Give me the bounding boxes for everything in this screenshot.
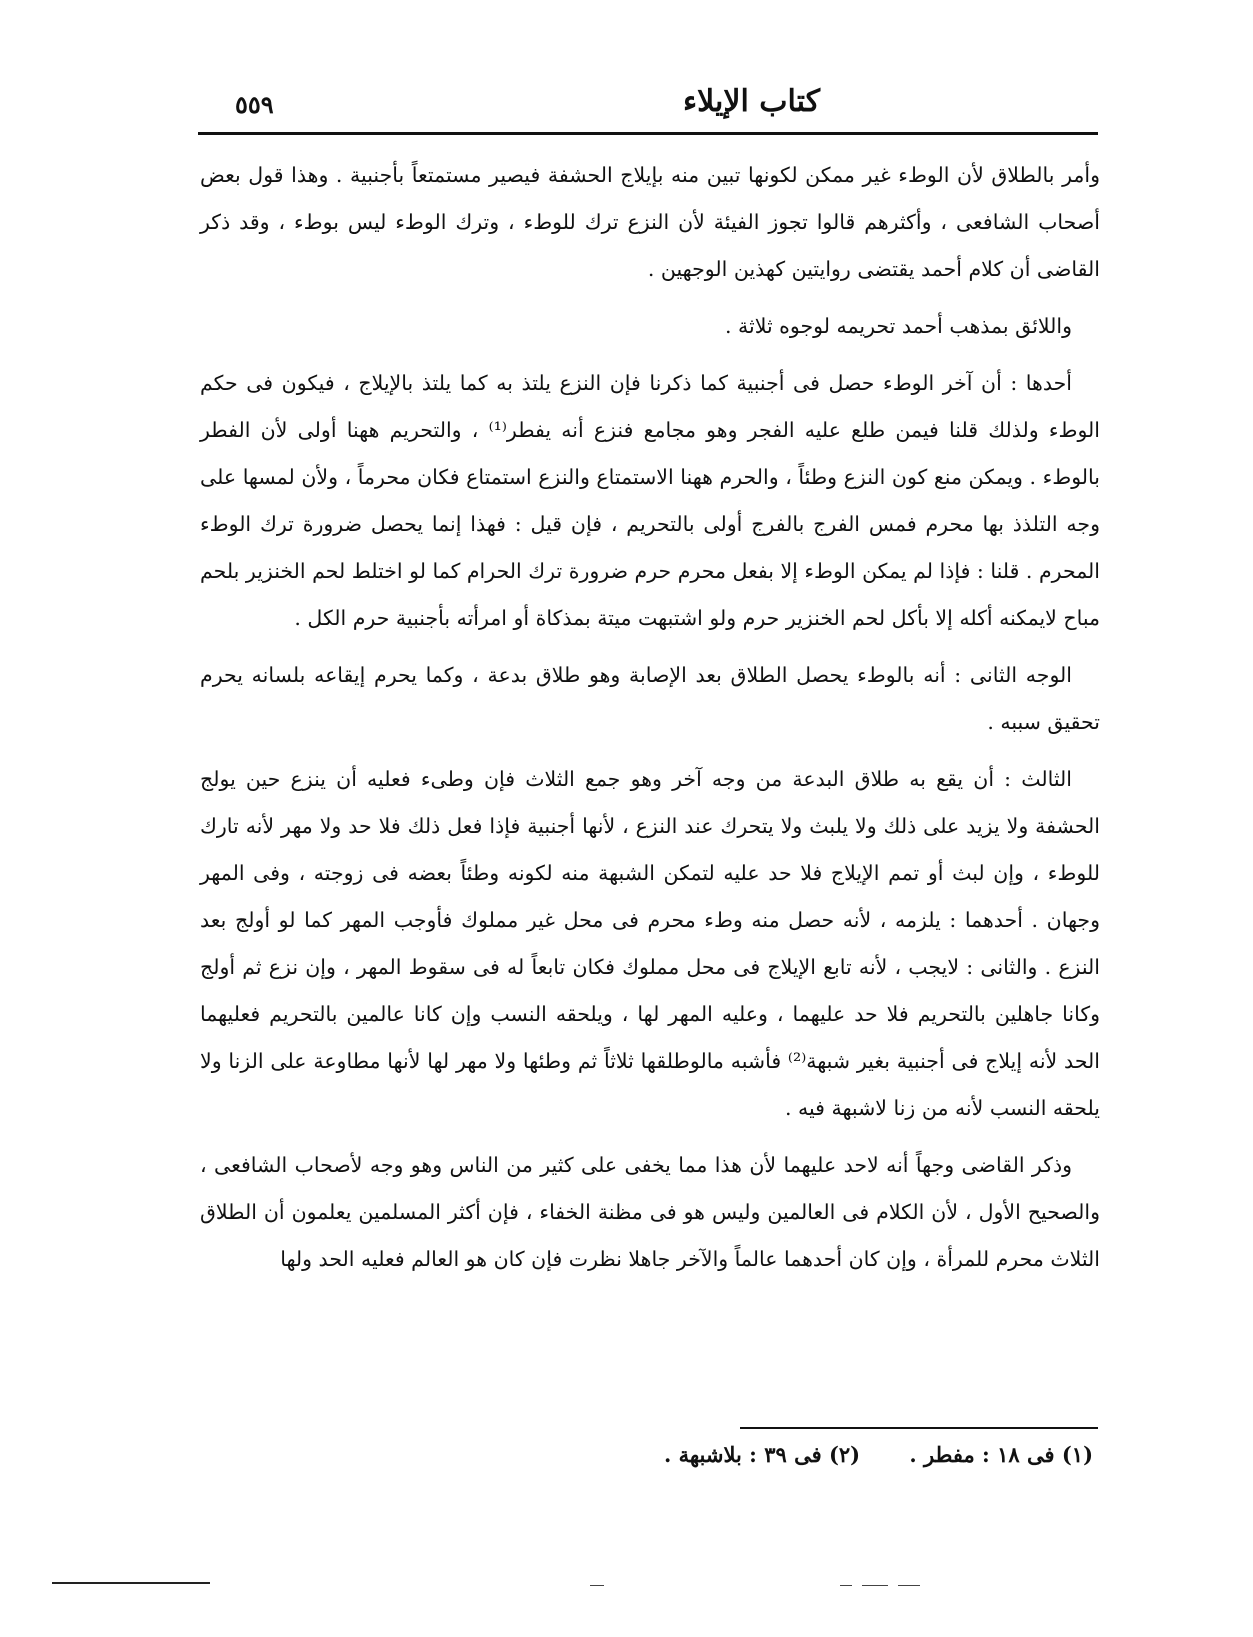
paragraph: وذكر القاضى وجهاً أنه لاحد عليهما لأن هذا مما يخفى على كثير من الناس وهو وجه لأصحاب الشافعى ، والصحيح الأول ، لأن الكلام فى العالمين وليس هو فى مظنة الخفاء ، فإن أكثر المسلمين يعلمون أن الطلاق الثلاث محرم للمرأة ، وإن كان أحدهما عالماً والآخر جاهلا نظرت فإن كان هو العالم فعليه الحد ولها bbox=[200, 1153, 1100, 1271]
bottom-margin-rule bbox=[52, 1582, 210, 1584]
running-header bbox=[200, 78, 1100, 128]
header-title: كتاب الإيلاء bbox=[683, 84, 820, 119]
footnote-rule bbox=[740, 1427, 1098, 1429]
footnotes bbox=[493, 1442, 1093, 1467]
paragraph: واللائق بمذهب أحمد تحريمه لوجوه ثلاثة . bbox=[725, 314, 1072, 338]
page-number: ٥٥٩ bbox=[235, 90, 274, 119]
footnote-1: (١) فى ١٨ : مفطر . bbox=[909, 1442, 1093, 1467]
bottom-margin-mark bbox=[840, 1585, 852, 1586]
paragraph: الثالث : أن يقع به طلاق البدعة من وجه آخر وهو جمع الثلاث فإن وطىء فعليه أن ينزع حين يولج الحشفة ولا يزيد على ذلك ولا يلبث ولا يتحرك عند النزع ، لأنها أجنبية فإذا فعل ذلك فلا حد ولا مهر لأنه تارك للوطء ، وإن لبث أو تمم الإيلاج فلا حد عليه لتمكن الشبهة منه لكونه وطئاً بعضه فى زوجته ، وفى المهر وجهان . أحدهما : يلزمه ، لأنه حصل منه وطء محرم فى محل غير مملوك فأوجب المهر كما لو أولج بعد النزع . والثانى : لايجب ، لأنه تابع الإيلاج فى محل مملوك فكان تابعاً له فى سقوط المهر ، وإن نزع ثم أولج وكانا جاهلين بالتحريم فلا حد عليهما ، وعليه المهر لها ، ويلحقه النسب وإن كانا عالمين بالتحريم فعليهما الحد لأنه إيلاج فى أجنبية بغير شبهة⁽²⁾ فأشبه مالوطلقها ثلاثاً ثم وطئها ولا مهر لها لأنها مطاوعة على الزنا ولا يلحقه النسب لأنه من زنا لاشبهة فيه . bbox=[200, 767, 1100, 1120]
paragraph: وأمر بالطلاق لأن الوطء غير ممكن لكونها تبين منه بإيلاج الحشفة فيصير مستمتعاً بأجنبية . وهذا قول بعض أصحاب الشافعى ، وأكثرهم قالوا تجوز الفيئة لأن النزع ترك للوطء ، وترك الوطء ليس بوطء ، وقد ذكر القاضى أن كلام أحمد يقتضى روايتين كهذين الوجهين . bbox=[200, 163, 1100, 281]
footnote-2: (٢) فى ٣٩ : بلاشبهة . bbox=[663, 1442, 861, 1467]
paragraph: أحدها : أن آخر الوطء حصل فى أجنبية كما ذكرنا فإن النزع يلتذ به كما يلتذ بالإيلاج ، فيكون فى حكم الوطء ولذلك قلنا فيمن طلع عليه الفجر وهو مجامع فنزع أنه يفطر⁽¹⁾ ، والتحريم ههنا أولى لأن الفطر بالوطء . ويمكن منع كون النزع وطئاً ، والحرم ههنا الاستمتاع والنزع استمتاع فكان محرماً ، ولأن لمسها على وجه التلذذ بها محرم فمس الفرج بالفرج أولى بالتحريم ، فإن قيل : فهذا إنما يحصل ضرورة ترك الوطء المحرم . قلنا : فإذا لم يمكن الوطء إلا بفعل محرم حرم ضرورة ترك الحرام كما لو اختلط لحم الخنزير بلحم مباح لايمكنه أكله إلا بأكل لحم الخنزير حرم ولو اشتبهت ميتة بمذكاة أو امرأته بأجنبية حرم الكل . bbox=[200, 371, 1101, 630]
bottom-margin-mark bbox=[898, 1585, 920, 1586]
bottom-margin-mark bbox=[590, 1585, 604, 1586]
bottom-margin-mark bbox=[862, 1585, 888, 1586]
body-text bbox=[200, 152, 1100, 1293]
paragraph: الوجه الثانى : أنه بالوطء يحصل الطلاق بعد الإصابة وهو طلاق بدعة ، وكما يحرم إيقاعه بلسانه يحرم تحقيق سببه . bbox=[200, 663, 1100, 734]
header-rule bbox=[198, 132, 1098, 135]
